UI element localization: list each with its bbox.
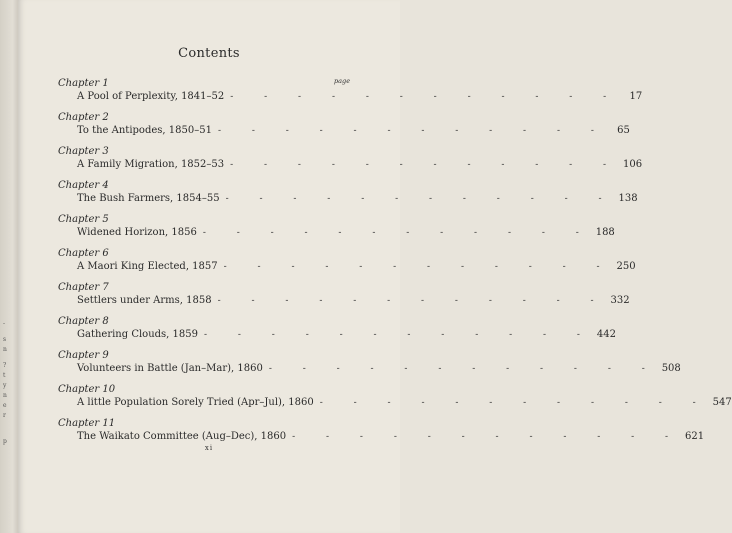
dot-leader: - - - - - - - - - - - - — [292, 432, 683, 442]
dot-leader: - - - - - - - - - - - - — [268, 364, 659, 374]
dot-leader: - - - - - - - - - - - - — [217, 296, 608, 306]
dot-leader: - - - - - - - - - - - - — [217, 126, 608, 136]
chapter-label: Chapter 4 — [58, 180, 109, 191]
chapter-label: Chapter 8 — [58, 316, 109, 327]
toc-entry-8 — [58, 316, 616, 350]
page-folio: xi — [204, 444, 214, 452]
chapter-label: Chapter 11 — [58, 418, 116, 429]
toc-entry-3 — [58, 146, 643, 180]
chapter-label: Chapter 6 — [58, 248, 109, 259]
chapter-label: Chapter 10 — [58, 384, 116, 395]
chapter-label: Chapter 2 — [58, 112, 109, 123]
chapter-title: Volunteers in Battle (Jan–Mar), 1860 — [77, 363, 263, 374]
chapter-page-number: 621 — [685, 431, 705, 442]
chapter-label: Chapter 5 — [58, 214, 109, 225]
toc-entry-6 — [58, 248, 636, 282]
chapter-title: A Pool of Perplexity, 1841–52 — [77, 91, 225, 102]
chapter-page-number: 65 — [617, 125, 630, 136]
toc-entry-2 — [58, 112, 630, 146]
chapter-title: The Waikato Committee (Aug–Dec), 1860 — [77, 431, 287, 442]
chapter-label: Chapter 1 — [58, 78, 109, 89]
chapter-title: A Maori King Elected, 1857 — [77, 261, 218, 272]
chapter-page-number: 547 — [712, 397, 732, 408]
chapter-label: Chapter 7 — [58, 282, 109, 293]
toc-entry-9 — [58, 350, 681, 384]
dot-leader: - - - - - - - - - - - - — [230, 92, 621, 102]
dot-leader: - - - - - - - - - - - - — [225, 194, 616, 204]
chapter-title: To the Antipodes, 1850–51 — [77, 125, 212, 136]
chapter-page-number: 250 — [616, 261, 636, 272]
chapter-page-number: 508 — [661, 363, 681, 374]
table-of-contents — [58, 78, 732, 452]
chapter-page-number: 332 — [610, 295, 630, 306]
toc-entry-7 — [58, 282, 630, 316]
page-column-label: page — [334, 77, 351, 85]
chapter-page-number: 188 — [595, 227, 615, 238]
toc-entry-1 — [58, 78, 643, 112]
chapter-page-number: 442 — [596, 329, 616, 340]
dot-leader: - - - - - - - - - - - - — [319, 398, 710, 408]
chapter-title: A Family Migration, 1852–53 — [77, 159, 225, 170]
chapter-title: Settlers under Arms, 1858 — [77, 295, 212, 306]
chapter-page-number: 106 — [623, 159, 643, 170]
dot-leader: - - - - - - - - - - - - — [223, 262, 614, 272]
chapter-label: Chapter 9 — [58, 350, 109, 361]
previous-page-edge: - s n ? t y n e r p — [0, 0, 18, 533]
toc-entry-5 — [58, 214, 615, 248]
chapter-title: Widened Horizon, 1856 — [77, 227, 197, 238]
chapter-title: A little Population Sorely Tried (Apr–Jul), 1860 — [77, 397, 314, 408]
toc-entry-4 — [58, 180, 638, 214]
chapter-page-number: 138 — [618, 193, 638, 204]
dot-leader: - - - - - - - - - - - - — [230, 160, 621, 170]
chapter-title: The Bush Farmers, 1854–55 — [77, 193, 220, 204]
chapter-page-number: 17 — [629, 91, 643, 102]
dot-leader: - - - - - - - - - - - - — [203, 330, 594, 340]
chapter-label: Chapter 3 — [58, 146, 109, 157]
chapter-title: Gathering Clouds, 1859 — [77, 329, 198, 340]
dot-leader: - - - - - - - - - - - - — [202, 228, 593, 238]
book-page — [18, 0, 732, 533]
page-title: Contents — [178, 46, 240, 61]
toc-entry-10 — [58, 384, 732, 418]
